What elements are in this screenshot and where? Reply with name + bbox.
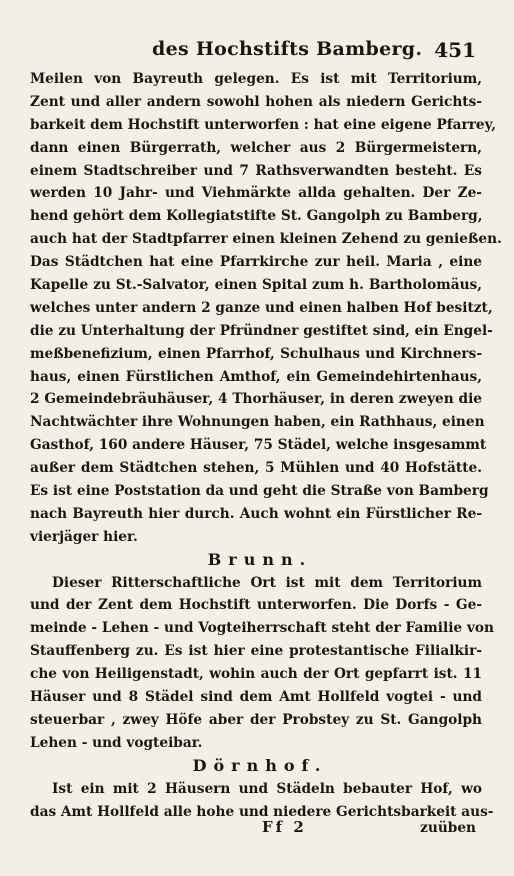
text-line: 2 Gemeindebräuhäuser, 4 Thorhäuser, in deren zweyen die — [30, 391, 482, 408]
running-title: des Hochstifts Bamberg. — [152, 38, 423, 60]
text-line: Es ist eine Poststation da und geht die Straße von Bamberg — [30, 483, 489, 500]
text-line: Meilen von Bayreuth gelegen. Es ist mit Territorium, — [30, 71, 482, 87]
text-line: Ist ein mit 2 Häusern und Städeln bebauter Hof, wo — [52, 780, 482, 797]
text-line: die zu Unterhaltung der Pfründner gestiftet sind, ein Engel- — [30, 322, 493, 339]
text-line: auch hat der Stadtpfarrer einen kleinen Zehend zu genießen. — [30, 231, 502, 248]
text-line: das Amt Hollfeld alle hohe und niedere Gerichtsbarkeit aus- — [30, 803, 494, 820]
paragraph-town-description — [30, 68, 502, 549]
text-line: dann einen Bürgerrath, welcher aus 2 Bürgermeistern, — [30, 139, 482, 156]
text-line: barkeit dem Hochstift unterworfen : hat eine eigene Pfarrey, — [30, 116, 497, 133]
text-line: Dieser Ritterschaftliche Ort ist mit dem Territorium — [52, 574, 482, 591]
signature-mark: Ff 2 — [262, 818, 307, 836]
page-number: 451 — [434, 38, 476, 62]
text-line: meinde - Lehen - und Vogteiherrschaft steht der Familie von — [30, 620, 494, 637]
page-body — [30, 68, 502, 823]
text-line: nach Bayreuth hier durch. Auch wohnt ein Fürstlicher Re- — [30, 505, 482, 522]
text-line: Gasthof, 160 andere Häuser, 75 Städel, welche insgesammt — [30, 437, 487, 454]
text-line: Lehen - und vogteibar. — [30, 734, 203, 751]
text-line: haus, einen Fürstlichen Amthof, ein Gemeindehirtenhaus, — [30, 368, 482, 385]
page-header — [0, 38, 514, 64]
catchword: zuüben — [420, 820, 476, 836]
text-line: außer dem Städtchen stehen, 5 Mühlen und 40 Hofstätte. — [30, 460, 482, 477]
section-heading-brunn: Brunn. — [207, 549, 313, 569]
text-line: hend gehört dem Kollegiatstifte St. Gangolph zu Bamberg, — [30, 208, 483, 225]
text-line: che von Heiligenstadt, wohin auch der Ort gepfarrt ist. 11 — [30, 666, 482, 683]
section-heading-dornhof: Dörnhof. — [192, 755, 328, 775]
text-line: Zent und aller andern sowohl hohen als niedern Gerichts- — [30, 93, 482, 110]
text-line: Nachtwächter ihre Wohnungen haben, ein Rathhaus, einen — [30, 414, 485, 431]
page-footer — [0, 818, 514, 844]
text-line: einem Stadtschreiber und 7 Rathsverwandten besteht. Es — [30, 162, 482, 179]
paragraph-brunn — [30, 572, 494, 755]
text-line: Kapelle zu St.-Salvator, einen Spital zum h. Bartholomäus, — [30, 277, 482, 294]
text-line: vierjäger hier. — [30, 528, 138, 545]
text-line: meßbenefizium, einen Pfarrhof, Schulhaus und Kirchners- — [30, 345, 482, 362]
text-line: steuerbar , zwey Höfe aber der Probstey zu St. Gangolph — [30, 711, 482, 728]
paragraph-dornhof — [30, 778, 494, 824]
text-line: werden 10 Jahr- und Viehmärkte allda gehalten. Der Ze- — [30, 185, 482, 202]
text-line: welches unter andern 2 ganze und einen halben Hof besitzt, — [30, 299, 493, 316]
text-line: Stauffenberg zu. Es ist hier eine protestantische Filialkir- — [30, 643, 482, 660]
text-line: Häuser und 8 Städel sind dem Amt Hollfeld vogtei - und — [30, 689, 482, 706]
text-line: Das Städtchen hat eine Pfarrkirche zur heil. Maria , eine — [30, 254, 482, 271]
text-line: und der Zent dem Hochstift unterworfen. Die Dorfs - Ge- — [30, 597, 482, 614]
